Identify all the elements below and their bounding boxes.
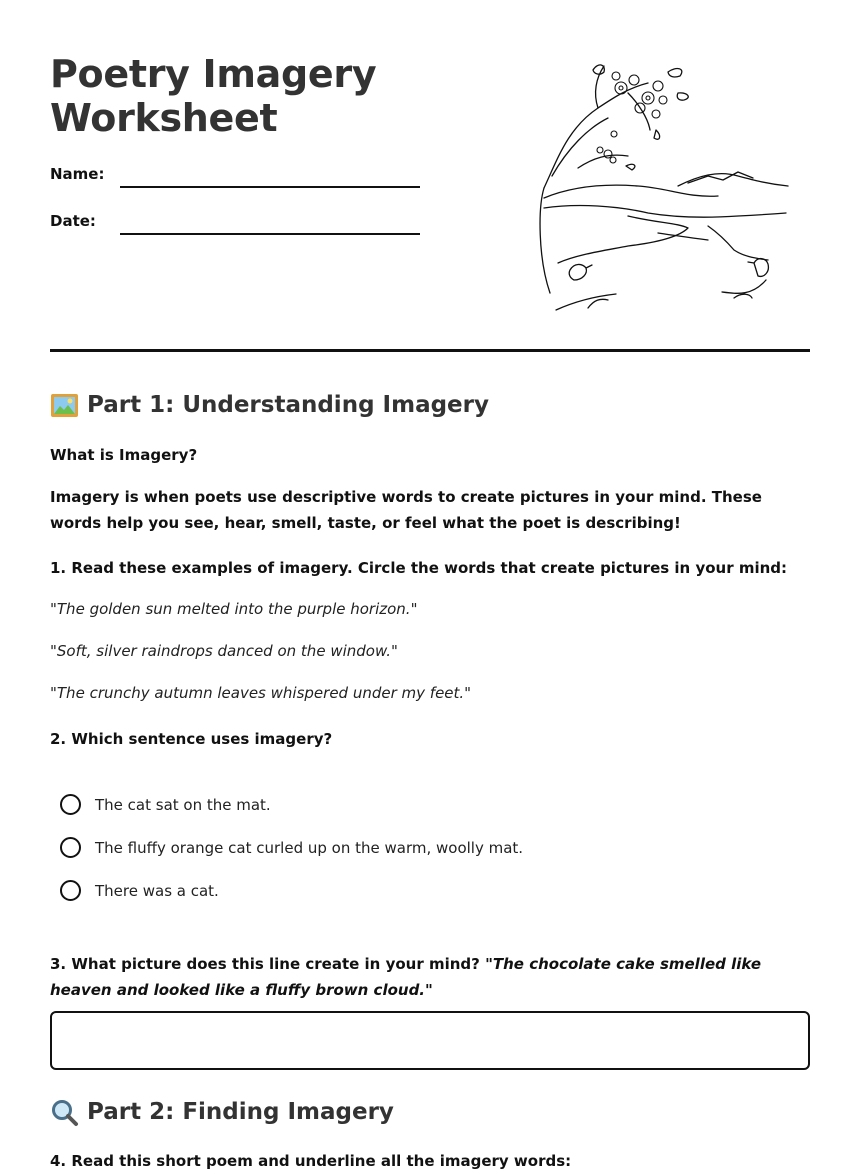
- imagery-example-1: "The golden sun melted into the purple horizon.": [50, 600, 418, 618]
- question-3-quote: "The chocolate cake smelled like heaven and looked like a fluffy brown cloud.": [50, 955, 761, 999]
- landscape-illustration: [538, 58, 798, 320]
- what-is-imagery-heading: What is Imagery?: [50, 446, 198, 464]
- title-line-1: Poetry Imagery: [50, 52, 377, 96]
- name-field[interactable]: [120, 186, 420, 188]
- title-line-2: Worksheet: [50, 96, 278, 140]
- option-label: The cat sat on the mat.: [95, 795, 271, 814]
- option-label: There was a cat.: [95, 881, 219, 900]
- part1-heading-text: Part 1: Understanding Imagery: [87, 392, 489, 418]
- question-3-prefix: 3. What picture does this line create in your mind?: [50, 955, 480, 973]
- framed-picture-icon: [50, 391, 79, 420]
- worksheet-page: [50, 0, 810, 1170]
- question-4: 4. Read this short poem and underline all the imagery words:: [50, 1152, 572, 1170]
- part1-heading: [50, 390, 489, 420]
- name-label: Name:: [50, 165, 105, 183]
- radio-button[interactable]: [60, 880, 81, 901]
- option-label: The fluffy orange cat curled up on the warm, woolly mat.: [95, 838, 524, 857]
- answer-input-3[interactable]: [50, 1011, 810, 1070]
- magnifying-glass-icon: [50, 1098, 79, 1127]
- option-2[interactable]: [60, 837, 523, 858]
- radio-button[interactable]: [60, 794, 81, 815]
- imagery-example-2: "Soft, silver raindrops danced on the window.": [50, 642, 398, 660]
- question-3: [50, 951, 810, 1003]
- option-3[interactable]: [60, 880, 219, 901]
- question-1: 1. Read these examples of imagery. Circle the words that create pictures in your mind:: [50, 559, 788, 577]
- date-field[interactable]: [120, 233, 420, 235]
- page-title: [50, 52, 376, 140]
- part2-heading: [50, 1097, 394, 1127]
- imagery-example-3: "The crunchy autumn leaves whispered under my feet.": [50, 684, 472, 702]
- section-divider: [50, 349, 810, 352]
- question-2: 2. Which sentence uses imagery?: [50, 730, 333, 748]
- date-label: Date:: [50, 212, 96, 230]
- worksheet-header: [50, 0, 810, 351]
- part2-heading-text: Part 2: Finding Imagery: [87, 1099, 394, 1125]
- option-1[interactable]: [60, 794, 271, 815]
- imagery-definition: Imagery is when poets use descriptive words to create pictures in your mind. These words help you see, hear, smell, taste, or feel what the poet is describing!: [50, 488, 762, 532]
- radio-button[interactable]: [60, 837, 81, 858]
